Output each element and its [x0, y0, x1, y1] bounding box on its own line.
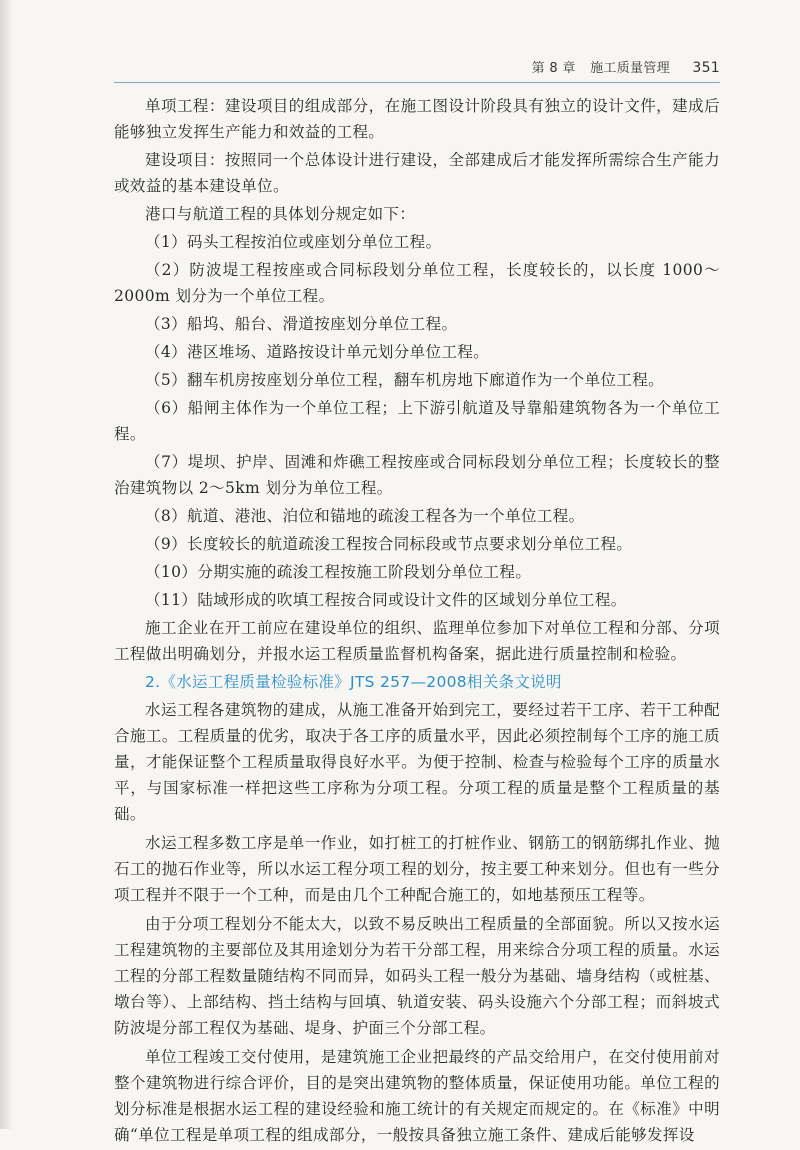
list-item: （2）防波堤工程按座或合同标段划分单位工程，长度较长的，以长度 1000～2000m 划分为一个单位工程。	[114, 261, 720, 305]
list-item: （4）港区堆场、道路按设计单元划分单位工程。	[145, 343, 490, 361]
paragraph: 单位工程竣工交付使用，是建筑施工企业把最终的产品交给用户，在交付使用前对整个建筑物进行综合评价，目的是突出建筑物的整体质量，保证使用功能。单位工程的划分标准是根据水运工程的建设经验和施工统计的有关规定而规定的。在《标准》中明确“单位工程是单项工程的组成部分，一般按具备独立施工条件、建成后能够发挥设	[114, 1048, 720, 1144]
section-heading: 2.《水运工程质量检验标准》JTS 257—2008相关条文说明	[145, 673, 562, 691]
paragraph: 港口与航道工程的具体划分规定如下：	[145, 205, 416, 223]
list-item: （9）长度较长的航道疏浚工程按合同标段或节点要求划分单位工程。	[145, 535, 633, 553]
list-item: （10）分期实施的疏浚工程按施工阶段划分单位工程。	[145, 563, 532, 581]
page-body	[114, 93, 720, 1150]
running-header	[114, 57, 720, 76]
chapter-title: 施工质量管理	[590, 61, 670, 76]
paragraph: 建设项目：按照同一个总体设计进行建设，全部建成后才能发挥所需综合生产能力或效益的基本建设单位。	[114, 151, 720, 195]
list-item: （1）码头工程按泊位或座划分单位工程。	[145, 233, 442, 251]
list-item: （3）船坞、船台、滑道按座划分单位工程。	[145, 315, 458, 333]
paragraph: 施工企业在开工前应在建设单位的组织、监理单位参加下对单位工程和分部、分项工程做出明确划分，并报水运工程质量监督机构备案，据此进行质量控制和检验。	[114, 619, 720, 663]
paragraph: 水运工程多数工序是单一作业，如打桩工的打桩作业、钢筋工的钢筋绑扎作业、抛石工的抛石作业等，所以水运工程分项工程的划分，按主要工种来划分。但也有一些分项工程并不限于一个工种，而是由几个工种配合施工的，如地基预压工程等。	[114, 834, 720, 904]
list-item: （8）航道、港池、泊位和锚地的疏浚工程各为一个单位工程。	[145, 507, 585, 525]
list-item: （6）船闸主体作为一个单位工程；上下游引航道及导靠船建筑物各为一个单位工程。	[114, 399, 720, 443]
page-number: 351	[692, 60, 720, 76]
paragraph: 单项工程：建设项目的组成部分，在施工图设计阶段具有独立的设计文件，建成后能够独立发挥生产能力和效益的工程。	[114, 97, 720, 141]
list-item: （11）陆域形成的吹填工程按合同或设计文件的区域划分单位工程。	[145, 591, 627, 609]
page-spine-shadow	[0, 0, 14, 1129]
header-rule	[114, 82, 720, 83]
list-item: （5）翻车机房按座划分单位工程，翻车机房地下廊道作为一个单位工程。	[145, 371, 665, 389]
paragraph: 由于分项工程划分不能太大，以致不易反映出工程质量的全部面貌。所以又按水运工程建筑物的主要部位及其用途划分为若干分部工程，用来综合分项工程的质量。水运工程的分部工程数量随结构不同而异，如码头工程一般分为基础、墙身结构（或桩基、墩台等）、上部结构、挡土结构与回填、轨道安装、码头设施六个分部工程；而斜坡式防波堤分部工程仅为基础、堤身、护面三个分部工程。	[114, 915, 720, 1037]
paragraph: 水运工程各建筑物的建成，从施工准备开始到完工，要经过若干工序、若干工种配合施工。工程质量的优劣，取决于各工序的质量水平，因此必须控制每个工序的施工质量，才能保证整个工程质量取得良好水平。为便于控制、检查与检验每个工序的质量水平，与国家标准一样把这些工序称为分项工程。分项工程的质量是整个工程质量的基础。	[114, 701, 720, 823]
chapter-label: 第 8 章	[531, 61, 576, 76]
list-item: （7）堤坝、护岸、固滩和炸礁工程按座或合同标段划分单位工程；长度较长的整治建筑物以 2～5km 划分为单位工程。	[114, 453, 720, 497]
